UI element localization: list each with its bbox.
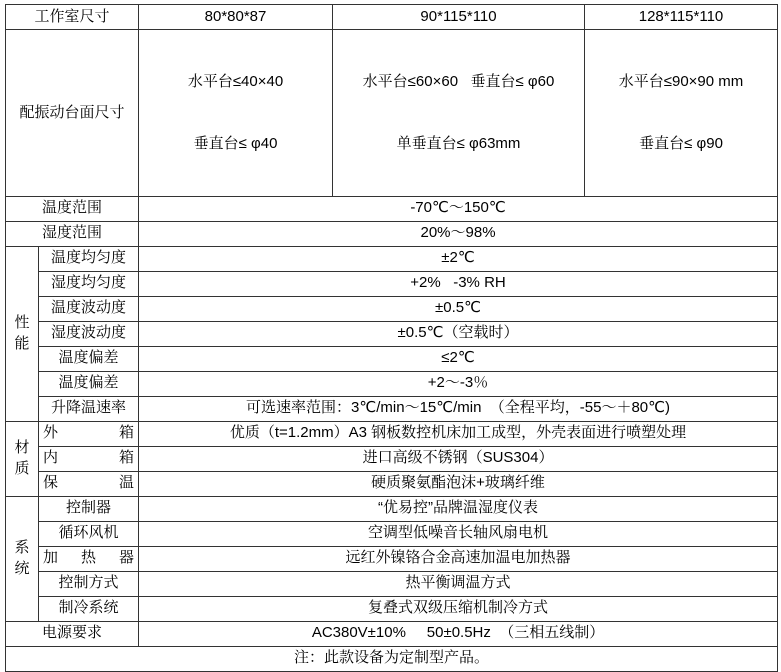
row-inner-box [6,446,778,471]
row-controller [6,496,778,521]
row-refrigeration-system [6,596,778,621]
label-heater: 加热器 [39,546,139,571]
row-temp-deviation-2 [6,371,778,396]
value-vibration-size-1 [139,30,333,197]
value-temp-range: -70℃～150℃ [139,196,778,221]
label-vibration-table-size: 配振动台面尺寸 [6,30,139,197]
row-temp-range [6,196,778,221]
row-workspace-size [6,5,778,30]
value-power-supply: AC380V±10% 50±0.5Hz （三相五线制） [139,621,778,646]
label-temp-uniformity: 温度均匀度 [39,246,139,271]
row-temp-deviation-1 [6,346,778,371]
spec-sheet [5,4,778,672]
value-heater: 远红外镍铬合金高速加温电加热器 [139,546,778,571]
group-label-performance: 性能 [6,246,39,421]
row-power-supply [6,621,778,646]
label-outer-box: 外箱 [39,421,139,446]
value-inner-box: 进口高级不锈钢（SUS304） [139,446,778,471]
label-ramp-rate: 升降温速率 [39,396,139,421]
label-humidity-range: 湿度范围 [6,221,139,246]
vibration-size-2-line2: 单垂直台≤ φ63mm [396,135,521,152]
value-circulation-fan: 空调型低噪音长轴风扇电机 [139,521,778,546]
value-temp-deviation-2: +2～-3％ [139,371,778,396]
vibration-size-1-line1: 水平台≤40×40 [187,72,284,90]
value-workspace-size-1: 80*80*87 [139,5,333,30]
label-controller: 控制器 [39,496,139,521]
value-temp-deviation-1: ≤2℃ [139,346,778,371]
value-refrigeration-system: 复叠式双级压缩机制冷方式 [139,596,778,621]
label-temp-fluctuation: 温度波动度 [39,296,139,321]
row-insulation [6,471,778,496]
row-vibration-table-size [6,30,778,197]
row-outer-box [6,421,778,446]
label-control-mode: 控制方式 [39,571,139,596]
row-temp-uniformity [6,246,778,271]
row-control-mode [6,571,778,596]
row-temp-fluctuation [6,296,778,321]
label-temp-deviation-1: 温度偏差 [39,346,139,371]
label-circulation-fan: 循环风机 [39,521,139,546]
value-workspace-size-2: 90*115*110 [333,5,585,30]
value-controller: “优易控”品牌温湿度仪表 [139,496,778,521]
label-refrigeration-system: 制冷系统 [39,596,139,621]
label-workspace-size: 工作室尺寸 [6,5,139,30]
value-humidity-fluctuation: ±0.5℃（空载时） [139,321,778,346]
value-temp-fluctuation: ±0.5℃ [139,296,778,321]
label-power-supply: 电源要求 [6,621,139,646]
note-text: 注：此款设备为定制型产品。 [6,646,778,671]
label-humidity-uniformity: 湿度均匀度 [39,271,139,296]
group-label-system: 系统 [6,496,39,621]
row-circulation-fan [6,521,778,546]
value-humidity-uniformity: +2% -3% RH [139,271,778,296]
value-ramp-rate: 可选速率范围：3℃/min～15℃/min （全程平均，-55～＋80℃) [139,396,778,421]
label-temp-deviation-2: 温度偏差 [39,371,139,396]
label-humidity-fluctuation: 湿度波动度 [39,321,139,346]
group-label-material: 材质 [6,421,39,496]
vibration-size-3-line1: 水平台≤90×90 mm [618,72,744,90]
vibration-size-1-line2: 垂直台≤ φ40 [193,135,278,152]
vibration-size-3-line2: 垂直台≤ φ90 [639,135,723,152]
row-note [6,646,778,671]
value-vibration-size-3 [585,30,778,197]
value-control-mode: 热平衡调温方式 [139,571,778,596]
value-temp-uniformity: ±2℃ [139,246,778,271]
row-ramp-rate [6,396,778,421]
value-humidity-range: 20%～98% [139,221,778,246]
row-humidity-uniformity [6,271,778,296]
value-workspace-size-3: 128*115*110 [585,5,778,30]
vibration-size-2-line1: 水平台≤60×60 垂直台≤ φ60 [362,72,555,90]
spec-table [5,4,778,672]
label-insulation: 保温 [39,471,139,496]
row-humidity-fluctuation [6,321,778,346]
row-humidity-range [6,221,778,246]
value-outer-box: 优质（t=1.2mm）A3 钢板数控机床加工成型，外壳表面进行喷塑处理 [139,421,778,446]
label-inner-box: 内箱 [39,446,139,471]
value-vibration-size-2 [333,30,585,197]
value-insulation: 硬质聚氨酯泡沫+玻璃纤维 [139,471,778,496]
row-heater [6,546,778,571]
label-temp-range: 温度范围 [6,196,139,221]
